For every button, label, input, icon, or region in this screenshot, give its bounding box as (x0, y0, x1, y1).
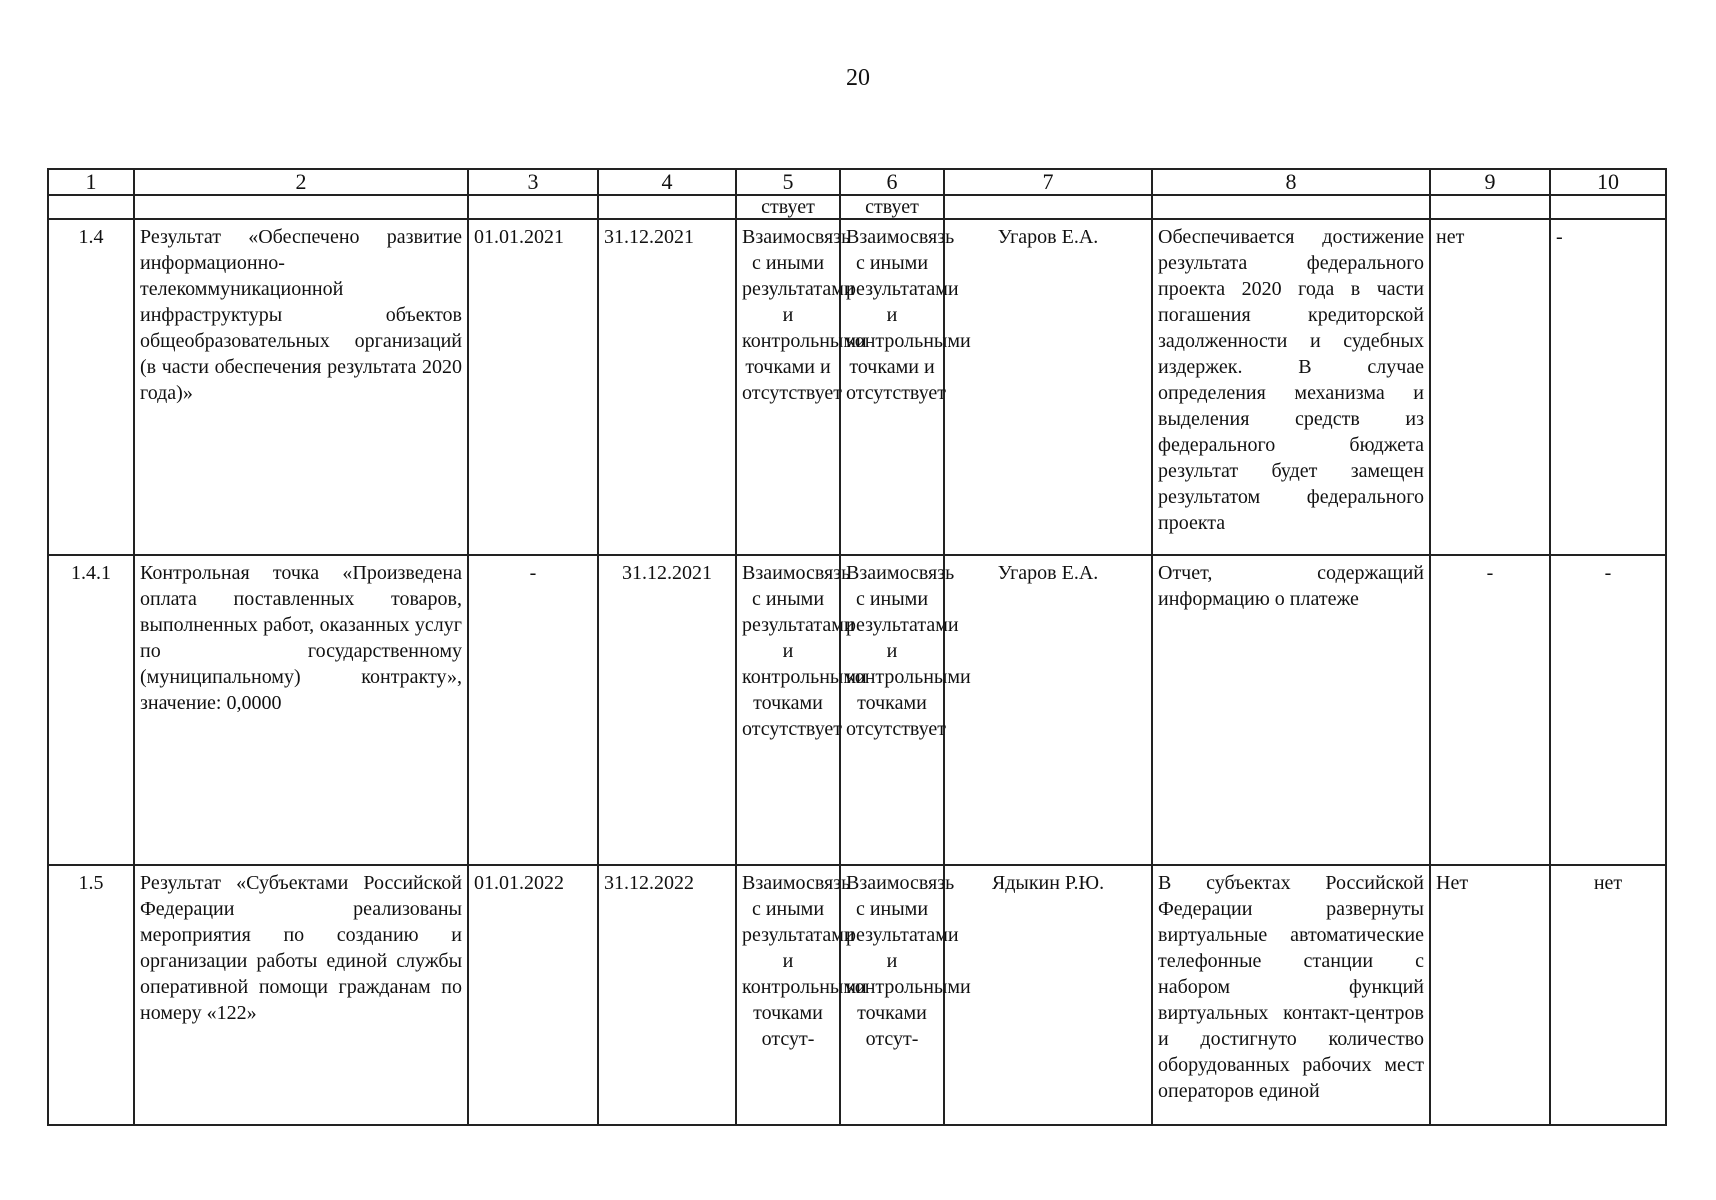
row-col10: - (1550, 555, 1666, 865)
row-name: Контрольная точка «Произведена оплата поставленных товаров, выполненных работ, оказанных услуг по государственному (муниципальному) контракту», значение: 0,0000 (134, 555, 468, 865)
table-row (48, 865, 1666, 1125)
row-col10: - (1550, 219, 1666, 555)
row-number: 1.4 (48, 219, 134, 555)
header-cell: 5 (736, 169, 840, 195)
row-number: 1.5 (48, 865, 134, 1125)
row-name: Результат «Обеспечено развитие информационно-телекоммуникационной инфраструктуры объектов общеобразовательных организаций (в части обеспечения результата 2020 года)» (134, 219, 468, 555)
row-col6: Взаимосвязь с иными результатами и контрольными точками и отсутствует (840, 219, 944, 555)
header-cell: 8 (1152, 169, 1430, 195)
row-col5: Взаимосвязь с иными результатами и контрольными точками отсутствует (736, 555, 840, 865)
row-col10: нет (1550, 865, 1666, 1125)
row-col9: - (1430, 555, 1550, 865)
row-end-date: 31.12.2022 (598, 865, 736, 1125)
header-cell: 4 (598, 169, 736, 195)
header-cell: 3 (468, 169, 598, 195)
continuation-cell-col5: ствует (736, 195, 840, 219)
table-row (48, 555, 1666, 865)
row-col8: Отчет, содержащий информацию о платеже (1152, 555, 1430, 865)
continuation-cell (48, 195, 134, 219)
row-start-date: 01.01.2021 (468, 219, 598, 555)
row-col5: Взаимосвязь с иными результатами и контрольными точками и отсутствует (736, 219, 840, 555)
row-number: 1.4.1 (48, 555, 134, 865)
continuation-cell (1152, 195, 1430, 219)
row-col9: Нет (1430, 865, 1550, 1125)
row-start-date: - (468, 555, 598, 865)
row-col5: Взаимосвязь с иными результатами и контрольными точками отсут- (736, 865, 840, 1125)
document-table (47, 168, 1667, 1126)
continuation-cell (598, 195, 736, 219)
row-col6: Взаимосвязь с иными результатами и контрольными точками отсут- (840, 865, 944, 1125)
row-col9: нет (1430, 219, 1550, 555)
page-number: 20 (846, 65, 870, 91)
row-col6: Взаимосвязь с иными результатами и контрольными точками отсутствует (840, 555, 944, 865)
header-row (48, 169, 1666, 195)
continuation-cell (134, 195, 468, 219)
row-responsible: Ядыкин Р.Ю. (944, 865, 1152, 1125)
continuation-cell (468, 195, 598, 219)
continuation-cell-col6: ствует (840, 195, 944, 219)
header-cell: 9 (1430, 169, 1550, 195)
header-cell: 10 (1550, 169, 1666, 195)
header-cell: 2 (134, 169, 468, 195)
continuation-row (48, 195, 1666, 219)
row-end-date: 31.12.2021 (598, 555, 736, 865)
row-start-date: 01.01.2022 (468, 865, 598, 1125)
header-cell: 6 (840, 169, 944, 195)
continuation-cell (1430, 195, 1550, 219)
header-cell: 7 (944, 169, 1152, 195)
table-row (48, 219, 1666, 555)
row-responsible: Угаров Е.А. (944, 555, 1152, 865)
header-cell: 1 (48, 169, 134, 195)
continuation-cell (1550, 195, 1666, 219)
row-col8: Обеспечивается достижение результата федерального проекта 2020 года в части погашения кредиторской задолженности и судебных издержек. В случае определения механизма и выделения средств из федерального бюджета результат будет замещен результатом федерального проекта (1152, 219, 1430, 555)
row-end-date: 31.12.2021 (598, 219, 736, 555)
row-name: Результат «Субъектами Российской Федерации реализованы мероприятия по созданию и организации работы единой службы оперативной помощи гражданам по номеру «122» (134, 865, 468, 1125)
continuation-cell (944, 195, 1152, 219)
row-col8: В субъектах Российской Федерации развернуты виртуальные автоматические телефонные станции с набором функций виртуальных контакт-центров и достигнуто количество оборудованных рабочих мест операторов единой (1152, 865, 1430, 1125)
row-responsible: Угаров Е.А. (944, 219, 1152, 555)
